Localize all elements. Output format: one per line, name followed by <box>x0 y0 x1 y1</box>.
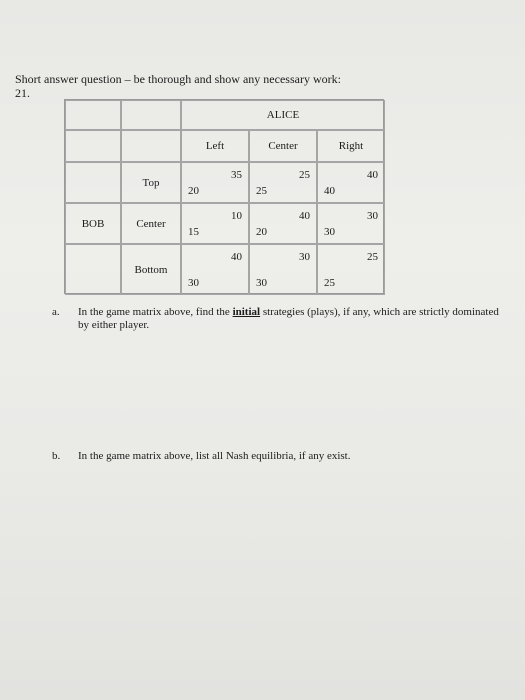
alice-payoff: 25 <box>299 169 310 181</box>
payoff-cell <box>249 203 317 244</box>
alice-payoff: 10 <box>231 210 242 222</box>
payoff-matrix <box>64 99 384 294</box>
bob-payoff: 20 <box>188 185 199 197</box>
payoff-cell <box>181 162 249 203</box>
question-b-text: In the game matrix above, list all Nash equilibria, if any exist. <box>78 450 351 462</box>
question-a-marker: a. <box>52 306 60 318</box>
payoff-cell <box>181 203 249 244</box>
instruction-text: Short answer question – be thorough and show any necessary work: <box>15 72 341 86</box>
empty-cell <box>65 244 121 295</box>
column-header-left: Left <box>181 130 249 162</box>
row-header-center: Center <box>121 203 181 244</box>
payoff-cell <box>249 162 317 203</box>
column-header-center: Center <box>249 130 317 162</box>
alice-payoff: 40 <box>299 210 310 222</box>
alice-payoff: 40 <box>367 169 378 181</box>
question-header <box>15 72 341 100</box>
alice-payoff: 25 <box>367 251 378 263</box>
bob-payoff: 25 <box>256 185 267 197</box>
empty-cell <box>121 130 181 162</box>
payoff-cell <box>181 244 249 295</box>
payoff-cell <box>249 244 317 295</box>
alice-payoff: 35 <box>231 169 242 181</box>
row-player-label: BOB <box>65 203 121 244</box>
empty-cell <box>65 100 121 130</box>
question-a-text: In the game matrix above, find the initial strategies (plays), if any, which are strictly dominated by either player. <box>78 306 499 331</box>
empty-cell <box>65 130 121 162</box>
bob-payoff: 30 <box>256 277 267 289</box>
alice-payoff: 30 <box>299 251 310 263</box>
payoff-cell <box>317 203 385 244</box>
question-number: 21. <box>15 86 30 100</box>
empty-cell <box>121 100 181 130</box>
payoff-cell <box>317 162 385 203</box>
alice-payoff: 40 <box>231 251 242 263</box>
payoff-cell <box>317 244 385 295</box>
bob-payoff: 20 <box>256 226 267 238</box>
row-header-bottom: Bottom <box>121 244 181 295</box>
row-header-top: Top <box>121 162 181 203</box>
question-b-marker: b. <box>52 450 61 462</box>
column-header-right: Right <box>317 130 385 162</box>
bob-payoff: 30 <box>188 277 199 289</box>
empty-cell <box>65 162 121 203</box>
column-player-label: ALICE <box>181 100 385 130</box>
bob-payoff: 30 <box>324 226 335 238</box>
initial-emphasis: initial <box>232 306 261 318</box>
bob-payoff: 15 <box>188 226 199 238</box>
bob-payoff: 25 <box>324 277 335 289</box>
bob-payoff: 40 <box>324 185 335 197</box>
alice-payoff: 30 <box>367 210 378 222</box>
